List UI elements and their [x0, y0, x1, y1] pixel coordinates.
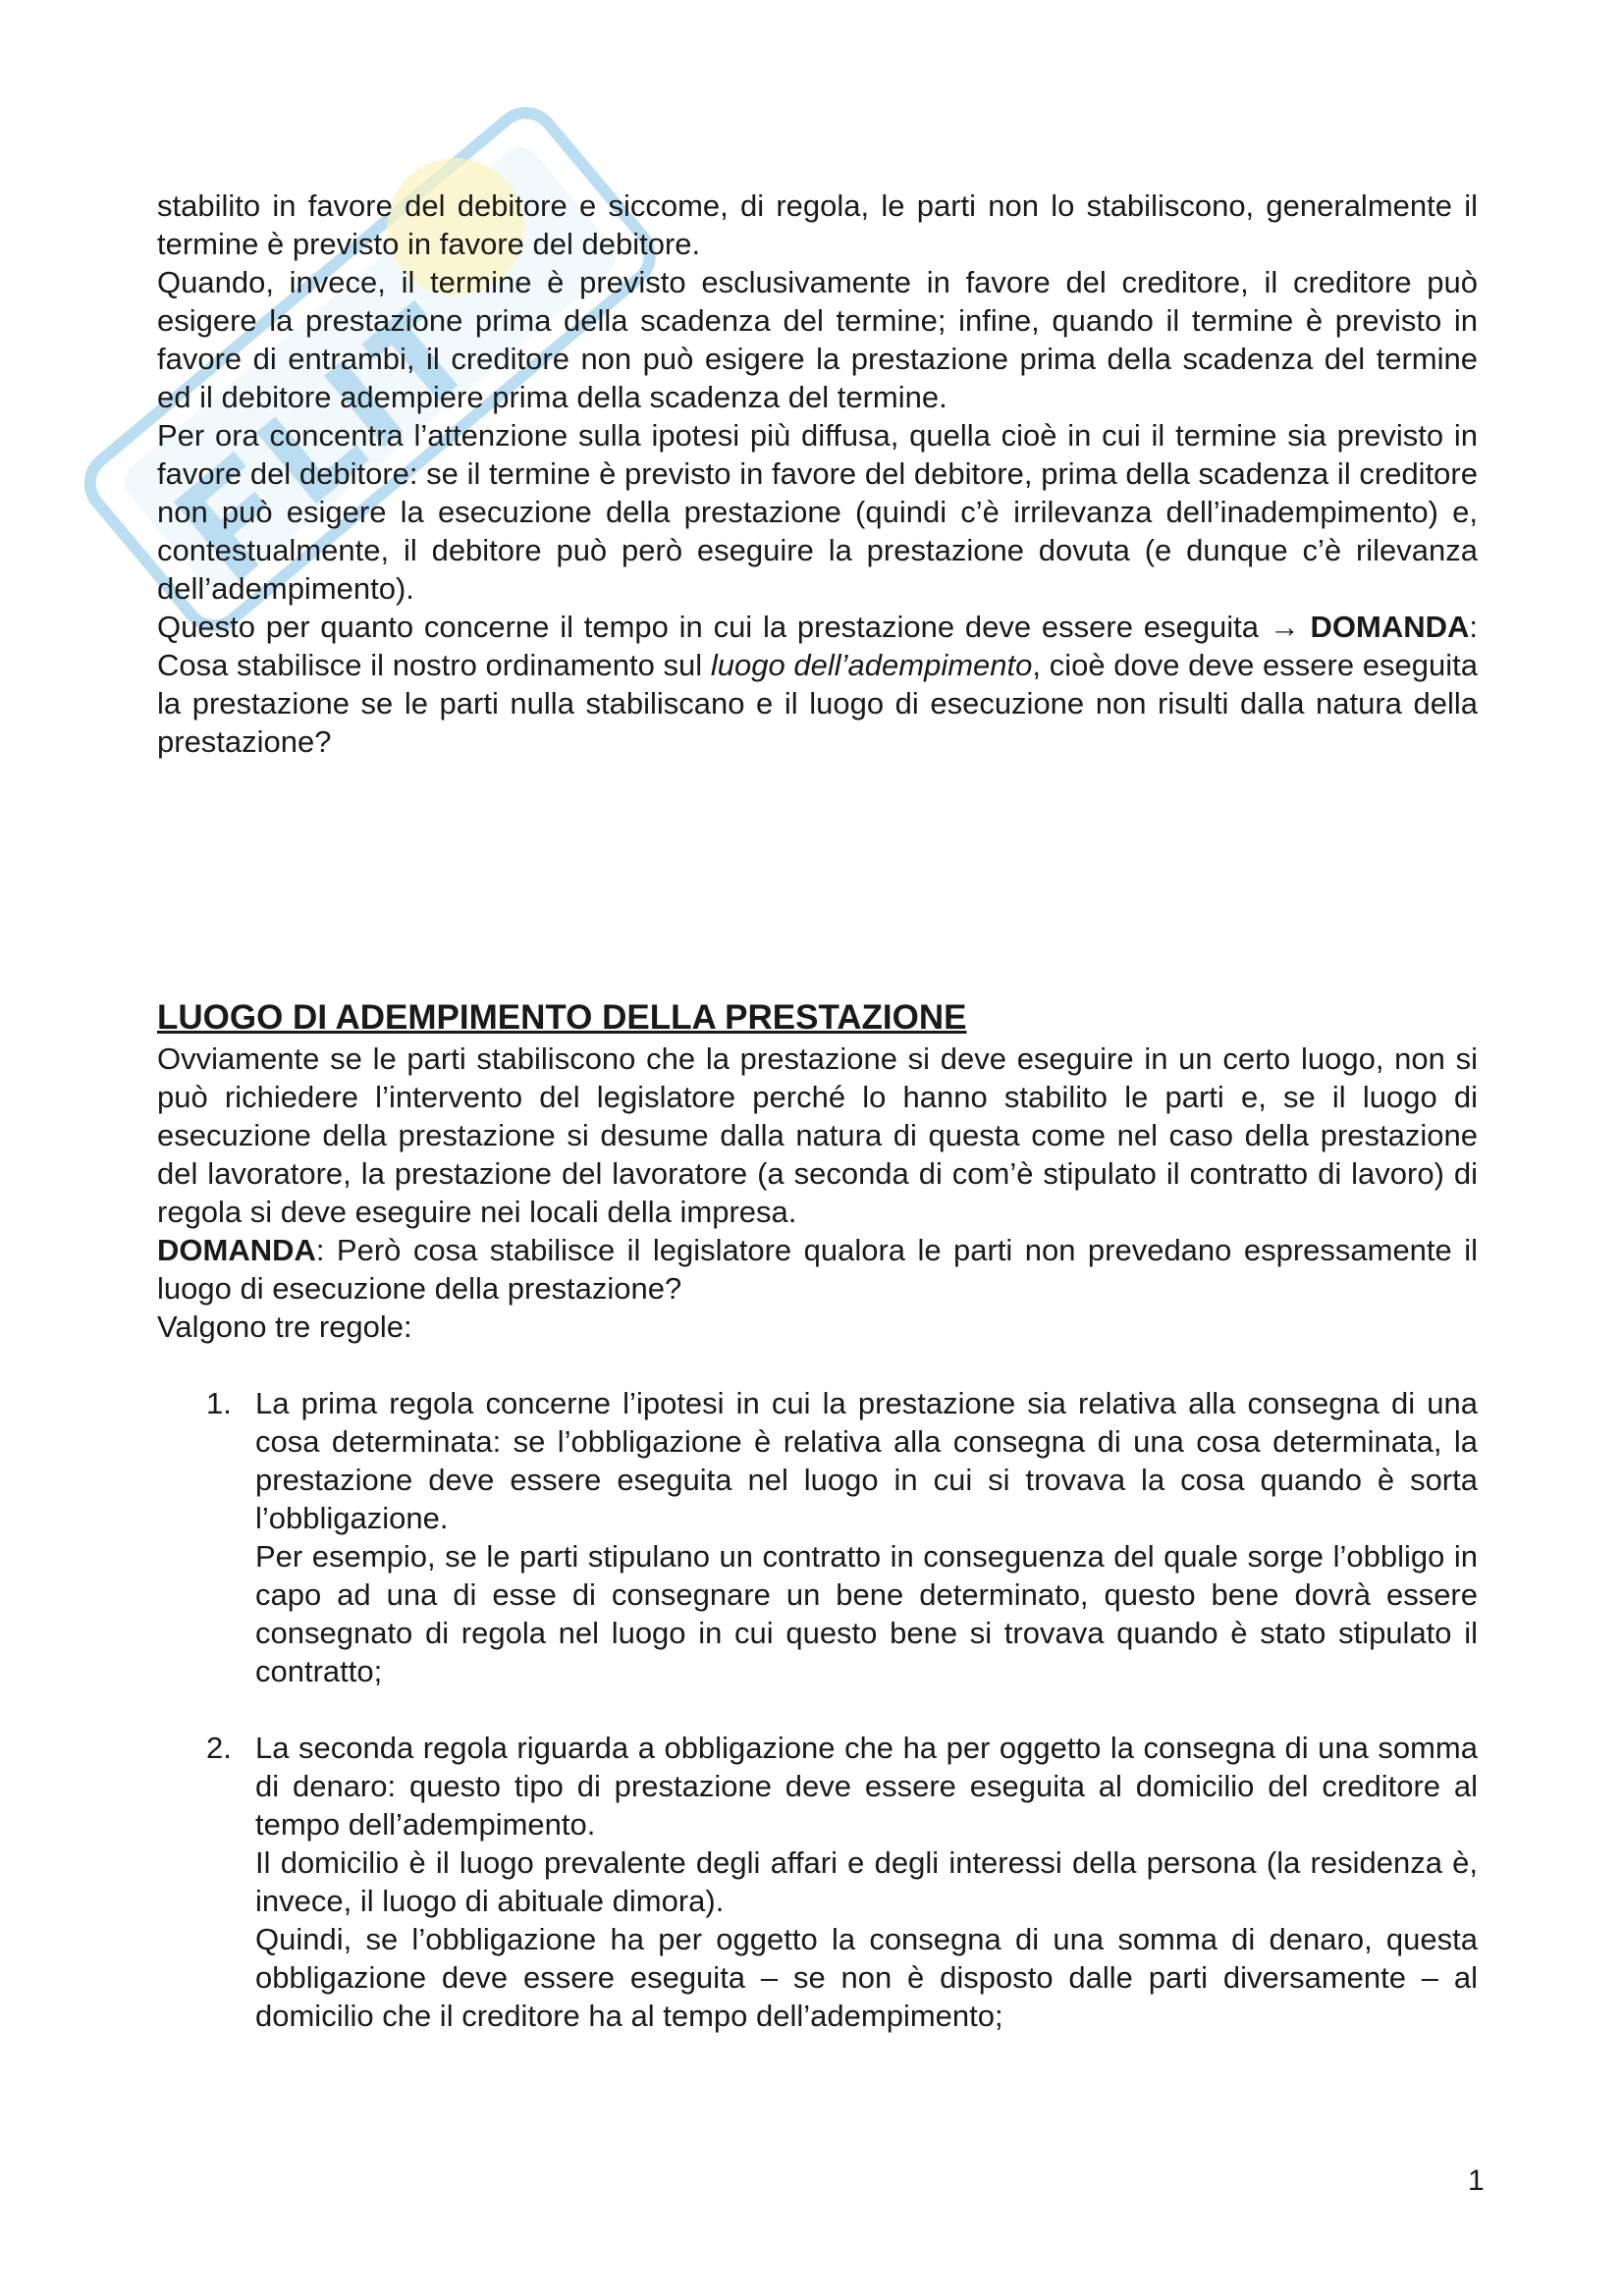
- spacer: [157, 1346, 1478, 1384]
- intro-paragraph-4-mid: : Cosa stabilisce il nostro ordinamento sul: [157, 610, 1478, 682]
- rule-paragraph: La prima regola concerne l’ipotesi in cui la prestazione sia relativa alla consegna di una cosa determinata: se l’obbligazione è relativa alla consegna di una cosa determinata, la prestazione deve essere eseguita nel luogo in cui si trovava la cosa quando è sorta l’obbligazione.: [255, 1386, 1478, 1535]
- section-paragraph-2-text: : Però cosa stabilisce il legislatore qualora le parti non prevedano espressamente il luogo di esecuzione della prestazione?: [157, 1233, 1478, 1306]
- section-paragraph-3: Valgono tre regole:: [157, 1309, 412, 1344]
- luogo-adempimento-italic: luogo dell’adempimento: [710, 648, 1033, 682]
- intro-paragraph-2: Quando, invece, il termine è previsto esclusivamente in favore del creditore, il creditore può esigere la prestazione prima della scadenza del termine; infine, quando il termine è previsto in favore di entrambi, il creditore non può esigere la prestazione prima della scadenza del termine ed il debitore adempiere prima della scadenza del termine.: [157, 265, 1478, 414]
- spacer: [157, 761, 1478, 998]
- intro-paragraph-4: [157, 608, 1478, 761]
- spacer: [157, 1690, 1478, 1729]
- rule-number: 2.: [206, 1731, 232, 1765]
- rule-paragraph: La seconda regola riguarda a obbligazione che ha per oggetto la consegna di una somma di denaro: questo tipo di prestazione deve essere eseguita al domicilio del creditore al tempo dell’adempimento.: [255, 1731, 1478, 1842]
- rules-list: [157, 1384, 1478, 2035]
- intro-paragraph-4-end: , cioè dove deve essere eseguita la prestazione se le parti nulla stabiliscano e il luogo di esecuzione non risulti dalla natura della prestazione?: [157, 648, 1478, 759]
- document-page: [157, 187, 1478, 2035]
- list-item: [157, 1729, 1478, 2035]
- section-paragraph-2: [157, 1231, 1478, 1308]
- rule-number: 1.: [206, 1386, 232, 1420]
- page-number: 1: [1468, 2164, 1485, 2197]
- rule-paragraph: Quindi, se l’obbligazione ha per oggetto la consegna di una somma di denaro, questa obbligazione deve essere eseguita – se non è disposto dalle parti diversamente – al domicilio che il creditore ha al tempo dell’adempimento;: [255, 1922, 1478, 2033]
- intro-paragraph-3: Per ora concentra l’attenzione sulla ipotesi più diffusa, quella cioè in cui il termine sia previsto in favore del debitore: se il termine è previsto in favore del debitore, prima della scadenza il creditore non può esigere la esecuzione della prestazione (quindi c’è irrilevanza dell’inadempimento) e, contestualmente, il debitore può però eseguire la prestazione dovuta (e dunque c’è rilevanza dell’adempimento).: [157, 418, 1478, 606]
- domanda-label: DOMANDA: [1310, 610, 1470, 644]
- section-title: LUOGO DI ADEMPIMENTO DELLA PRESTAZIONE: [157, 998, 967, 1037]
- rule-paragraph: Il domicilio è il luogo prevalente degli affari e degli interessi della persona (la residenza è, invece, il luogo di abituale dimora).: [255, 1845, 1478, 1918]
- intro-paragraph-4-start: Questo per quanto concerne il tempo in cui la prestazione deve essere eseguita →: [157, 610, 1300, 644]
- section-paragraph-1: Ovviamente se le parti stabiliscono che la prestazione si deve eseguire in un certo luogo, non si può richiedere l’intervento del legislatore perché lo hanno stabilito le parti e, se il luogo di esecuzione della prestazione si desume dalla natura di questa come nel caso della prestazione del lavoratore, la prestazione del lavoratore (a seconda di com’è stipulato il contratto di lavoro) di regola si deve eseguire nei locali della impresa.: [157, 1041, 1478, 1229]
- domanda-label-2: DOMANDA: [157, 1233, 316, 1267]
- list-item: [157, 1384, 1478, 1690]
- intro-paragraph-1: stabilito in favore del debitore e siccome, di regola, le parti non lo stabiliscono, generalmente il termine è previsto in favore del debitore.: [157, 188, 1478, 261]
- rule-paragraph: Per esempio, se le parti stipulano un contratto in conseguenza del quale sorge l’obbligo in capo ad una di esse di consegnare un bene determinato, questo bene dovrà essere consegnato di regola nel luogo in cui questo bene si trovava quando è stato stipulato il contratto;: [255, 1539, 1478, 1688]
